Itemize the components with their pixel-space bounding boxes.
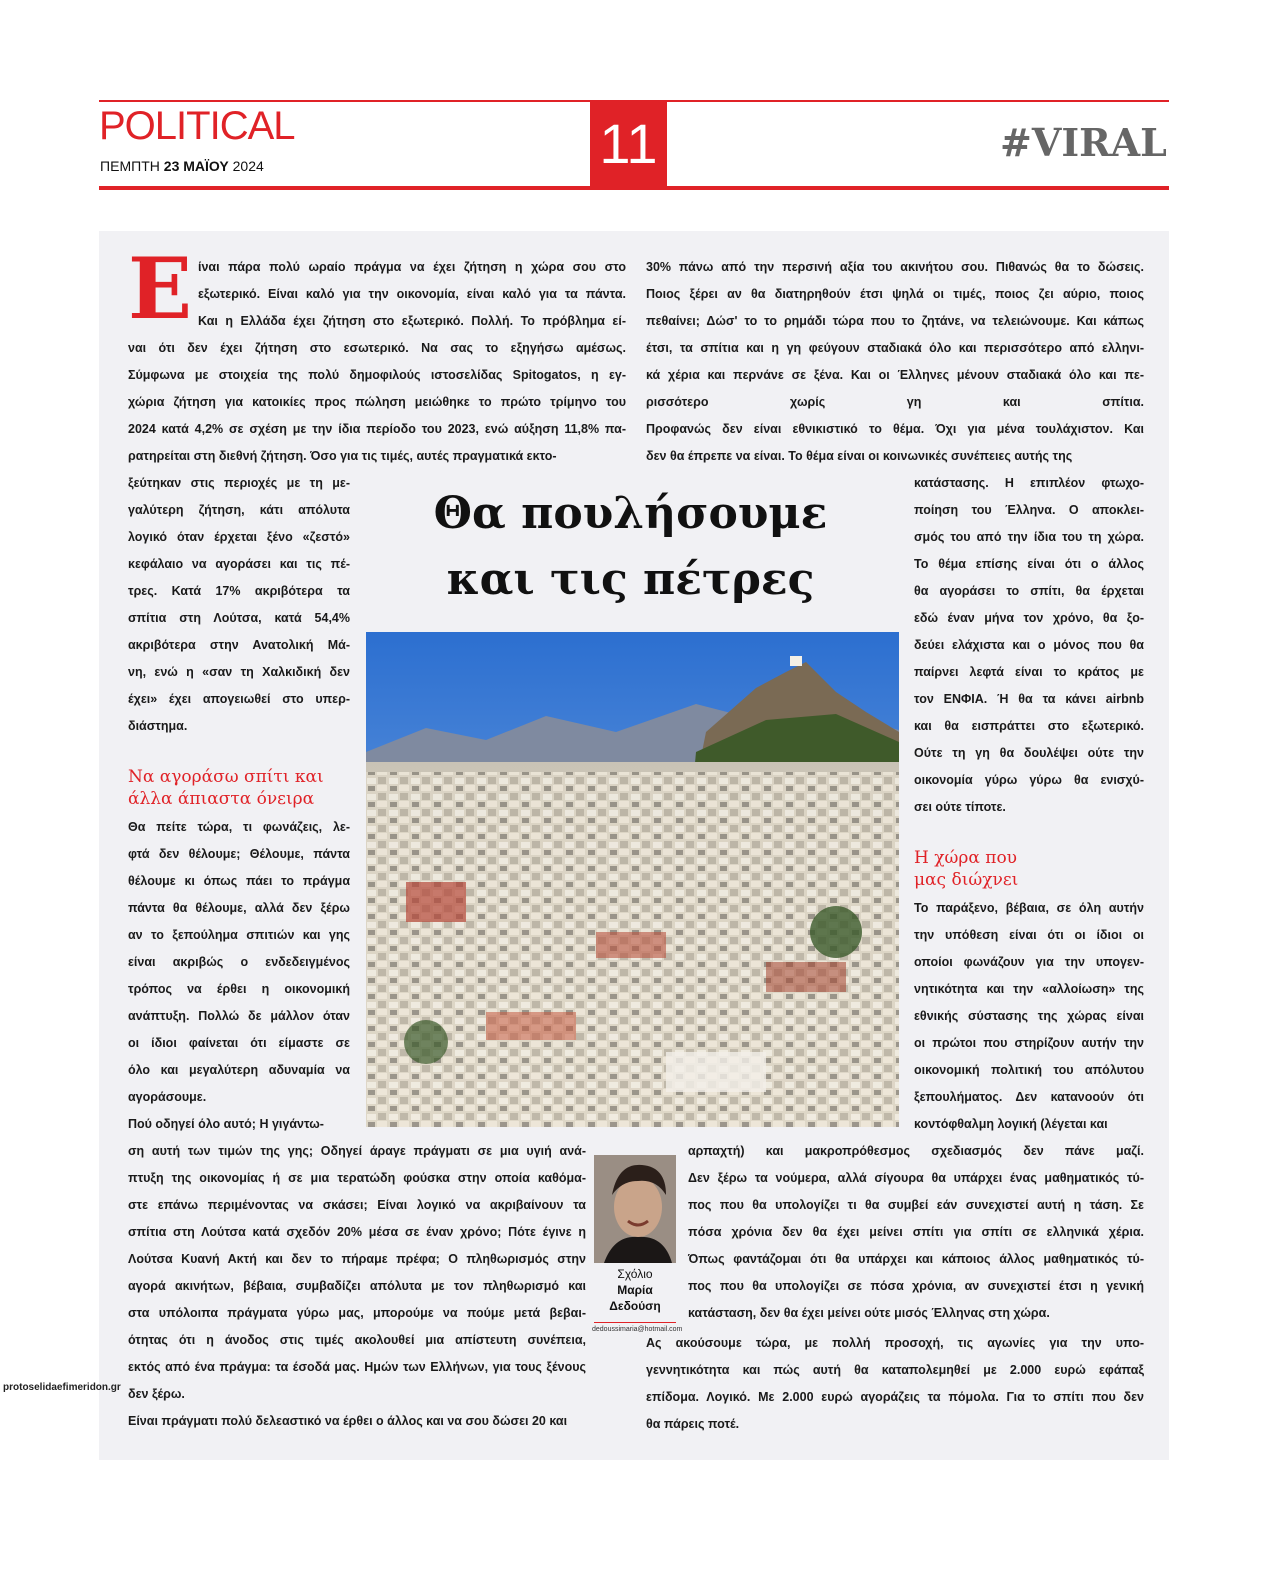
text-line: εκτός από ένα πράγμα: τα έσοδά μας. Ημών των Ελλήνων, για τους ξένους [128, 1360, 586, 1374]
subhead-2-line-1: Η χώρα που [914, 848, 1018, 868]
text-line: αρπαχτή) και μακροπρόθεσμος σχεδιασμός δεν πάνε μαζί. [688, 1144, 1144, 1158]
issue-date: ΠΕΜΠΤΗ 23 ΜΑΪΟΥ 2024 [100, 158, 264, 174]
text-line: οποίοι φωνάζουν για την υπογεν- [914, 955, 1144, 969]
text-line: δεύει ελάχιστα και ο μόνος που θα [914, 638, 1144, 652]
text-line: οι πρώτοι που στηρίζουν αυτήν την [914, 1036, 1144, 1050]
text-line: πος που θα υπολογίζει σε πόσα χρόνια, αν συνεχιστεί έτσι η γενική [688, 1279, 1144, 1293]
text-line: ρατηρείται στη διεθνή ζήτηση. Όσο για τις τιμές, αυτές πραγματικά εκτο- [128, 449, 557, 463]
text-line: Θα πείτε τώρα, τι φωνάζεις, λε- [128, 820, 350, 834]
section-tag: #VIRAL [1000, 120, 1167, 165]
text-line: αγορά ακινήτων, βέβαια, συμβαδίζει απόλυτα με τον πληθωρισμό και [128, 1279, 586, 1293]
author-photo [594, 1155, 676, 1263]
text-line: όλο και μεγαλύτερη αδυναμία να [128, 1063, 350, 1077]
subhead-1-line-1: Να αγοράσω σπίτι και [128, 767, 324, 787]
text-line: κεφάλαιο να αγοράσει και τις πέ- [128, 557, 350, 571]
text-line: εθνικής σύστασης της χώρας είναι [914, 1009, 1144, 1023]
text-line: Και η Ελλάδα έχει ζήτηση στο εξωτερικό. Πολλή. Το πρόβλημα εί- [198, 314, 626, 328]
text-line: ρισσότερο χωρίς γη και σπίτια. [646, 395, 1144, 409]
text-line: και θα εισπράττει στο εξωτερικό. [914, 719, 1144, 733]
text-line: κοντόφθαλμη λογική (λέγεται και [914, 1117, 1108, 1131]
text-line: εξωτερικό. Είναι καλό για την οικονομία, είναι καλό για τα πάντα. [198, 287, 626, 301]
text-line: οι ίδιοι φαίνεται ότι είμαστε σε [128, 1036, 350, 1050]
text-line: σπίτια στη Λούτσα, κατά 54,4% [128, 611, 350, 625]
text-line: τρες. Κατά 17% ακριβότερα τα [128, 584, 350, 598]
text-line: Ούτε τη γη θα δουλέψει ούτε την [914, 746, 1144, 760]
text-line: διάστημα. [128, 719, 188, 733]
text-line: 2024 κατά 4,2% σε σχέση με την ίδια περίοδο του 2023, ενώ αύξηση 11,8% πα- [128, 422, 626, 436]
watermark: protoselidaefimeridon.gr [3, 1382, 121, 1393]
text-line: στα υπόλοιπα πράγματα γύρω μας, μπορούμε να πούμε μετά βεβαι- [128, 1306, 586, 1320]
author-first-name: Μαρία [617, 1283, 653, 1297]
text-line: στε επάνω περιμένοντας να σκάσει; Είναι λογικό να ακριβαίνουν τα [128, 1198, 586, 1212]
text-line: ξεύτηκαν στις περιοχές με τη με- [128, 476, 350, 490]
text-line: Όπως φαντάζομαι ότι θα υπάρχει και κάποιος άλλος μαθηματικός τύ- [688, 1252, 1144, 1266]
text-line: την υπόθεση είναι ότι οι ίδιοι οι [914, 928, 1144, 942]
text-line: Είναι πράγματι πολύ δελεαστικό να έρθει ο άλλος και να σου δώσει 20 και [128, 1414, 568, 1428]
text-line: κατάστασης. Η επιπλέον φτωχο- [914, 476, 1144, 490]
text-line: θα αγοράσει το σπίτι, θα έρχεται [914, 584, 1144, 598]
text-line: ανάπτυξη. Πολλώ δε μάλλον όταν [128, 1009, 350, 1023]
author-email: dedoussimaria@hotmail.com [592, 1326, 683, 1333]
text-line: θα πάρεις ποτέ. [646, 1417, 740, 1431]
text-line: ακριβότερα στην Ανατολική Μά- [128, 638, 350, 652]
author-rule [594, 1322, 676, 1323]
text-line: αγοράσουμε. [128, 1090, 207, 1104]
text-line: Λούτσα Κυανή Ακτή και δεν το πήραμε πρέφα; Ο πληθωρισμός στην [128, 1252, 586, 1266]
text-line: ξεπουλήματος. Δεν κατανοούν ότι [914, 1090, 1144, 1104]
text-line: οικονομία γύρω γύρω θα ενισχύ- [914, 773, 1144, 787]
text-line: σει ούτε τίποτε. [914, 800, 1006, 814]
text-line: τρόπος να έρθει η οικονομική [128, 982, 350, 996]
section-title: POLITICAL [99, 104, 295, 148]
text-line: νη, ενώ η «σαν τη Χαλκιδική δεν [128, 665, 350, 679]
athens-cityscape-photo [366, 632, 899, 1127]
text-line: Πού οδηγεί όλο αυτό; Η γιγάντω- [128, 1117, 324, 1131]
text-line: ότητας ότι η άνοδος στις τιμές ακολουθεί μια απίστευτη συνέπεια, [128, 1333, 586, 1347]
text-line: φτά δεν θέλουμε; Θέλουμε, πάντα [128, 847, 350, 861]
text-line: Δεν ξέρω τα νούμερα, αλλά σίγουρα θα υπάρχει ένας μαθηματικός τύ- [688, 1171, 1144, 1185]
text-line: αν το ξεπούλημα σπιτιών και γης [128, 928, 350, 942]
text-line: δεν ξέρω. [128, 1387, 185, 1401]
text-line: κά χέρια και περνάνε σε ξένα. Και οι Έλληνες μένουν σταδιακά όλο και πε- [646, 368, 1144, 382]
text-line: Ποιος ξέρει αν θα διατηρηθούν έτσι ψηλά οι τιμές, ποιος ζει αύριο, ποιος [646, 287, 1144, 301]
text-line: επίδομα. Λογικό. Με 2.000 ευρώ αγοράζεις τα πόμολα. Για το σπίτι που δεν [646, 1390, 1144, 1404]
text-line: 30% πάνω από την περσινή αξία του ακινήτου σου. Πιθανώς θα το δώσεις. [646, 260, 1144, 274]
text-line: πόσα χρόνια δεν θα έχει μείνει σπίτι για σπίτι σε ελληνικά χέρια. [688, 1225, 1144, 1239]
text-line: Προφανώς δεν είναι εθνικιστικό το θέμα. Όχι για μένα τουλάχιστον. Και [646, 422, 1144, 436]
text-line: έτσι, τα σπίτια και η γη φεύγουν σταδιακά όλο και περισσότερο από ελληνι- [646, 341, 1144, 355]
page-number: 11 [590, 100, 667, 188]
text-line: ίναι πάρα πολύ ωραίο πράγμα να έχει ζήτηση η χώρα σου στο [198, 260, 626, 274]
text-line: δεν θα έπρεπε να είναι. Το θέμα είναι οι κοινωνικές συνέπειες αυτής της [646, 449, 1073, 463]
text-line: Ας ακούσουμε τώρα, με πολλή προσοχή, τις αγωνίες για την υπο- [646, 1336, 1144, 1350]
headline-line-2: και τις πέτρες [446, 554, 815, 605]
text-line: λογικό όταν έρχεται ξένο «ζεστό» [128, 530, 350, 544]
text-line: πεθαίνει; Δώσ' το το ρημάδι τώρα που το ζητάνε, να τελειώνουμε. Και κάπως [646, 314, 1144, 328]
text-line: παίρνει λεφτά είναι το κράτος με [914, 665, 1144, 679]
text-line: Το θέμα επίσης είναι ότι ο άλλος [914, 557, 1144, 571]
text-line: χώρια ζήτηση για κατοικίες προς πώληση μειώθηκε το πρώτο τρίμηνο του [128, 395, 626, 409]
text-line: ναι ότι δεν έχει ζήτηση στο εσωτερικό. Να σας το εξηγήσω αμέσως. [128, 341, 626, 355]
text-line: ποίηση του Έλληνα. Ο αποκλει- [914, 503, 1144, 517]
text-line: εδώ έναν μήνα τον χρόνο, θα ξο- [914, 611, 1144, 625]
text-line: οικονομική πολιτική του απόλυτου [914, 1063, 1144, 1077]
text-line: σμός του από την ίδια του τη χώρα. [914, 530, 1144, 544]
author-label: Σχόλιο [617, 1267, 653, 1281]
text-line: είναι ακριβώς ο ενδεδειγμένος [128, 955, 350, 969]
text-line: σπίτια στη Λούτσα κατά σχεδόν 20% μέσα σε έναν χρόνο; Πότε έγινε η [128, 1225, 586, 1239]
text-line: γαλύτερη ζήτηση, κάτι απόλυτα [128, 503, 350, 517]
author-last-name: Δεδούση [609, 1299, 661, 1313]
text-line: γεννητικότητα και πώς αυτή θα καταπολεμηθεί με 2.000 ευρώ εφάπαξ [646, 1363, 1144, 1377]
text-line: Το παράξενο, βέβαια, σε όλη αυτήν [914, 901, 1144, 915]
headline-line-1: Θα πουλήσουμε [433, 488, 828, 539]
text-line: κατάσταση, δεν θα έχει μείνει ούτε μισός Έλληνας στη χώρα. [688, 1306, 1050, 1320]
text-line: πτυξη της οικονομίας ή σε μια τερατώδη φούσκα στην οποία καθόμα- [128, 1171, 586, 1185]
text-line: πος που θα υπολογίζει τι θα συμβεί εάν συνεχιστεί αυτή η τάση. Σε [688, 1198, 1144, 1212]
text-line: έχει» έχει απογειωθεί στο υπερ- [128, 692, 350, 706]
text-line: Σύμφωνα με στοιχεία της πολύ δημοφιλούς ιστοσελίδας Spitogatos, η εγ- [128, 368, 626, 382]
text-line: τον ΕΝΦΙΑ. Ή θα τα κάνει airbnb [914, 692, 1144, 706]
subhead-2-line-2: μας διώχνει [914, 870, 1019, 890]
text-line: ση αυτή των τιμών της γης; Οδηγεί άραγε πράγματι σε μια υγιή ανά- [128, 1144, 586, 1158]
text-line: νητικότητα και την «αλλοίωση» της [914, 982, 1144, 996]
subhead-1-line-2: άλλα άπιαστα όνειρα [128, 789, 315, 809]
text-line: θέλουμε κι όπως πάει το πράγμα [128, 874, 350, 888]
text-line: πάντα θα θέλουμε, αλλά δεν ξέρω [128, 901, 350, 915]
drop-cap: Ε [128, 239, 193, 338]
